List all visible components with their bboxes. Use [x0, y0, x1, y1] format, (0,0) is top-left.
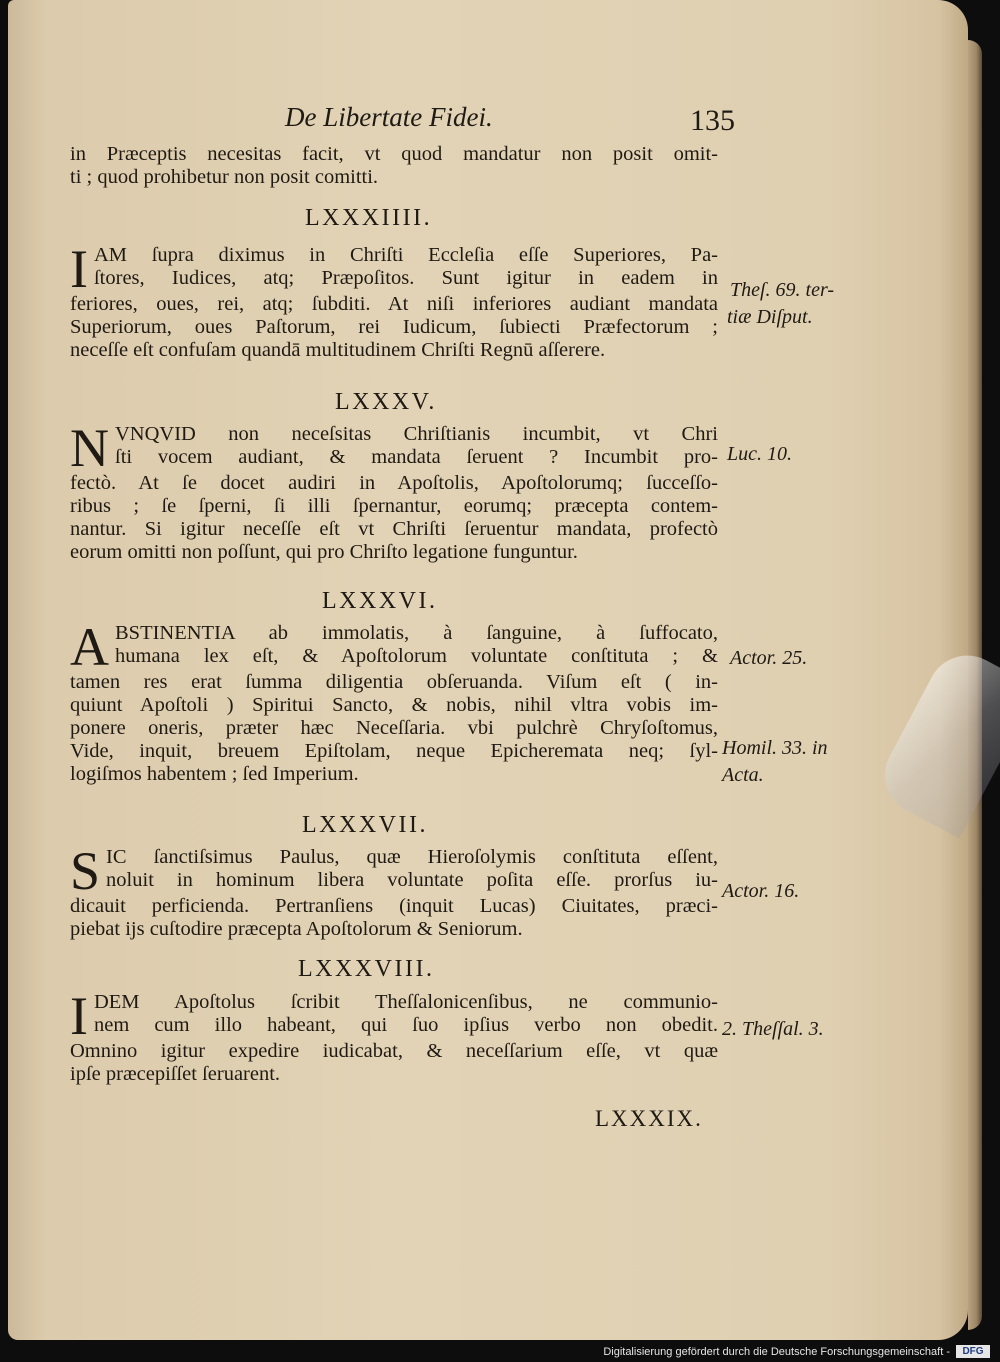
text-line: tamen res erat ſumma diligentia obſeruanda. Viſum eſt ( in-	[70, 671, 718, 693]
text-line: nem cum illo habeant, qui ſuo ipſius verbo non obedit.	[93, 1014, 718, 1036]
drop-cap: A	[70, 617, 109, 677]
text-line: fectò. At ſe docet audiri in Apoſtolis, Apoſtolorumq; ſucceſſo-	[70, 472, 718, 494]
section-paragraph	[70, 841, 718, 941]
footer-credit: Digitalisierung gefördert durch die Deutsche Forschungsgemeinschaft -	[603, 1346, 950, 1358]
text-line: DEM Apoſtolus ſcribit Theſſalonicenſibus, ne communio-	[93, 991, 718, 1013]
section-heading: LXXXVII.	[302, 812, 428, 838]
text-line: in Præceptis necesitas facit, vt quod mandatur non posit omit-	[70, 143, 718, 165]
text-line: ti ; quod prohibetur non posit comitti.	[70, 166, 379, 188]
drop-cap: I	[70, 986, 88, 1046]
margin-note: Homil. 33. in	[722, 737, 828, 759]
text-line: eorum omitti non poſſunt, qui pro Chriſto legatione funguntur.	[70, 541, 578, 563]
section-paragraph	[70, 617, 718, 786]
text-line: Vide, inquit, breuem Epiſtolam, neque Epicheremata neq; ſyl-	[70, 740, 718, 762]
text-line: quiunt Apoſtoli ) Spiritui Sancto, & nobis, nihil vltra vobis im-	[70, 694, 718, 716]
text-line: neceſſe eſt confuſam quandā multitudinem Chriſti Regnū aſſerere.	[70, 339, 606, 361]
text-line: AM ſupra diximus in Chriſti Eccleſia eſſe Superiores, Pa-	[93, 244, 718, 266]
dfg-logo: DFG	[956, 1345, 990, 1358]
section-heading: LXXXIIII.	[305, 205, 433, 231]
text-line: humana lex eſt, & Apoſtolorum voluntate conſtituta ; &	[115, 645, 718, 667]
section-heading: LXXXV.	[335, 389, 437, 415]
text-line: Omnino igitur expedire iudicabat, & neceſſarium eſſe, vt quæ	[70, 1040, 718, 1062]
section-paragraph	[70, 239, 718, 362]
text-line: ipſe præcepiſſet ſeruarent.	[70, 1063, 281, 1085]
text-line: dicauit perficienda. Pertranſiens (inquit Lucas) Ciuitates, præci-	[70, 895, 718, 917]
page-number: 135	[690, 104, 735, 137]
text-line: nantur. Si igitur neceſſe eſt vt Chriſti ſeruentur mandata, profectò	[70, 518, 718, 540]
text-line: ponere oneris, præter hæc Neceſſaria. vbi pulchrè Chryſoſtomus,	[70, 717, 718, 739]
text-line: piebat ijs cuſtodire præcepta Apoſtolorum & Seniorum.	[70, 918, 523, 940]
text-line: feriores, oues, rei, atq; ſubditi. At niſi inferiores audiant mandata	[70, 293, 718, 315]
text-line: Superiorum, oues Paſtorum, rei Iudicum, ſubiecti Præfectorum ;	[70, 316, 718, 338]
text-line: BSTINENTIA ab immolatis, à ſanguine, à ſuffocato,	[115, 622, 718, 644]
margin-note: Luc. 10.	[727, 443, 792, 465]
margin-note: Actor. 25.	[730, 647, 808, 669]
text-line: VNQVID non neceſsitas Chriſtianis incumbit, vt Chri	[115, 423, 718, 445]
margin-note: Theſ. 69. ter-	[730, 279, 835, 301]
margin-note: tiæ Diſput.	[727, 306, 813, 328]
text-line: ſti vocem audiant, & mandata ſeruent ? Incumbit pro-	[115, 446, 718, 468]
section-heading: LXXXVI.	[322, 588, 438, 614]
margin-note: Actor. 16.	[722, 880, 800, 902]
section-paragraph	[70, 986, 718, 1086]
text-line: IC ſanctiſsimus Paulus, quæ Hieroſolymis conſtituta eſſent,	[106, 846, 718, 868]
text-line: ſtores, Iudices, atq; Præpoſitos. Sunt igitur in eadem in	[93, 267, 718, 289]
intro-paragraph	[70, 143, 718, 189]
margin-note: 2. Theſſal. 3.	[722, 1018, 824, 1040]
section-paragraph	[70, 418, 718, 564]
text-line: noluit in hominum libera voluntate poſita eſſe. prorſus iu-	[106, 869, 718, 891]
text-line: ribus ; ſe ſperni, ſi illi ſpernantur, eorumq; præcepta contem-	[70, 495, 718, 517]
catchword: LXXXIX.	[595, 1106, 703, 1131]
running-title: De Libertate Fidei.	[285, 102, 493, 132]
text-line: logiſmos habentem ; ſed Imperium.	[70, 763, 359, 785]
drop-cap: S	[70, 841, 101, 901]
drop-cap: I	[70, 239, 88, 299]
drop-cap: N	[70, 418, 109, 478]
margin-note: Acta.	[722, 764, 764, 786]
section-heading: LXXXVIII.	[298, 956, 435, 982]
